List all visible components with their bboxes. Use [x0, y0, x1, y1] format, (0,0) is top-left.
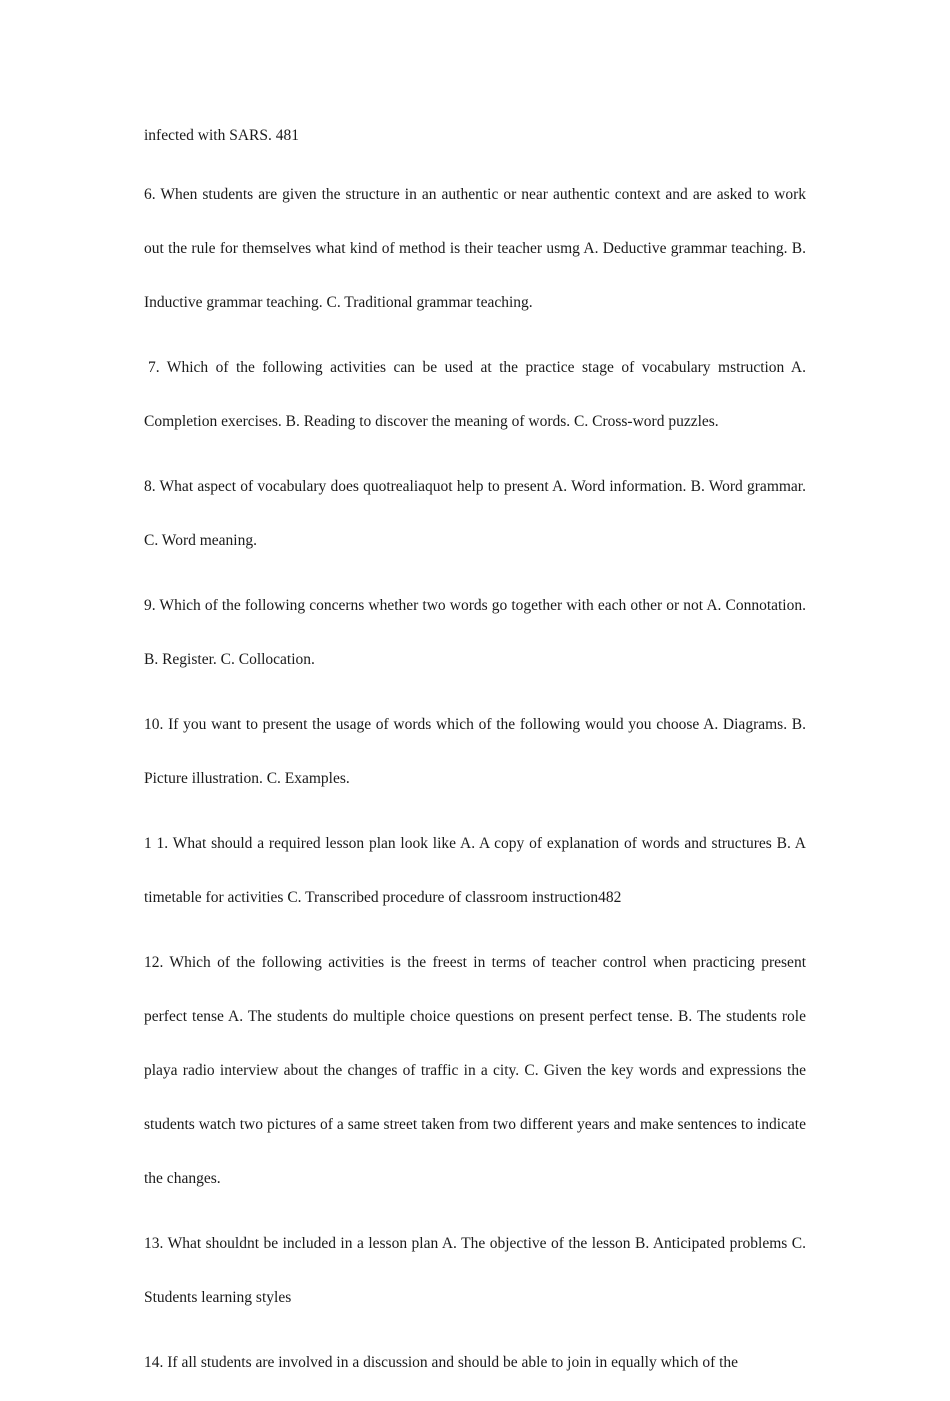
question-8: 8. What aspect of vocabulary does quotrealiaquot help to present A. Word information. B. Word grammar. C. Word meaning. [144, 478, 806, 549]
question-11: 1 1. What should a required lesson plan look like A. A copy of explanation of words and structures B. A timetable for activities C. Transcribed procedure of classroom instruction482 [144, 835, 806, 906]
question-9: 9. Which of the following concerns whether two words go together with each other or not A. Connotation. B. Register. C. Collocation. [144, 597, 806, 668]
paragraph-sars-continuation: infected with SARS. 481 [144, 127, 299, 144]
document-body [144, 123, 806, 1401]
question-14: 14. If all students are involved in a discussion and should be able to join in equally which of the [144, 1354, 739, 1371]
question-13: 13. What shouldnt be included in a lesson plan A. The objective of the lesson B. Anticipated problems C. Students learning styles [144, 1235, 806, 1306]
question-10: 10. If you want to present the usage of words which of the following would you choose A. Diagrams. B. Picture illustration. C. Examples. [144, 716, 806, 787]
question-6: 6. When students are given the structure in an authentic or near authentic context and are asked to work out the rule for themselves what kind of method is their teacher usmg A. Deductive grammar teaching. B. Inductive grammar teaching. C. Traditional grammar teaching. [144, 186, 806, 311]
question-12: 12. Which of the following activities is the freest in terms of teacher control when practicing present perfect tense A. The students do multiple choice questions on present perfect tense. B. The students role playa radio interview about the changes of traffic in a city. C. Given the key words and expressions the students watch two pictures of a same street taken from two different years and make sentences to indicate the changes. [144, 954, 806, 1187]
question-7: 7. Which of the following activities can be used at the practice stage of vocabulary mstruction A. Completion exercises. B. Reading to discover the meaning of words. C. Cross-word puzzles. [144, 359, 806, 430]
